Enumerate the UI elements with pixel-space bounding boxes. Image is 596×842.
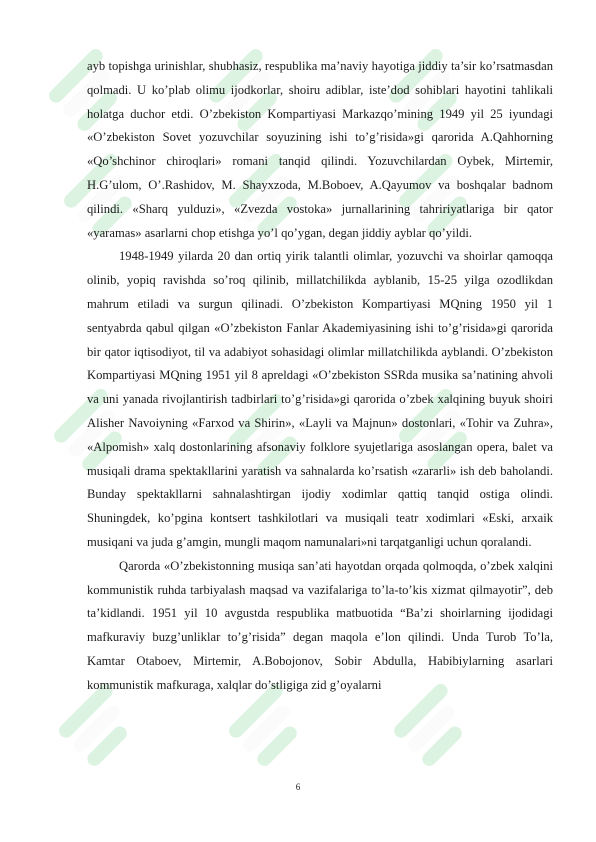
paragraph-repressions: 1948-1949 yilarda 20 dan ortiq yirik talantli olimlar, yozuvchi va shoirlar qamoqqa olinib, yopiq ravishda so’roq qilinib, millatchilikda ayblanib, 15-25 yilga ozodlikdan mahrum etiladi va surgun qilinadi. O’zbekiston Kompartiyasi MQning 1950 yil 1 sentyabrda qabul qilgan «O’zbekiston Fanlar Akademiyasining ishi to’g’risida»gi qarorida bir qator iqtisodiyot, til va adabiyot sohasidagi olimlar millatchilikda ayblandi. O’zbekiston Kompartiyasi MQning 1951 yil 8 apreldagi «O’zbekiston SSRda musika sa’natining ahvoli va uni yanada rivojlantirish tadbirlari to’g’risida»gi qarorida o’zbek xalqining buyuk shoiri Alisher Navoiyning «Farxod va Shirin», «Layli va Majnun» dostonlari, «Tohir va Zuhra», «Alpomish» xalq dostonlarining afsonaviy folklore syujetlariga asoslangan opera, balet va musiqali drama spektakllarini yaratish va sahnalarda ko’rsatish «zararli» ish deb baholandi. Bunday spektakllarni sahnalashtirgan ijodiy xodimlar qattiq tanqid ostiga olindi. Shuningdek, ko’pgina kontsert tashkilotlari va musiqali teatr xodimlari «Eski, arxaik musiqani va juda g’amgin, mungli maqom namunalari»ni tarqatganligi uchun qoralandi. bbox=[87, 249, 553, 549]
page-number: 6 bbox=[295, 782, 301, 792]
paragraph-resolution: Qarorda «O’zbekistonning musiqa san’ati hayotdan orqada qolmoqda, o’zbek xalqini kommunistik ruhda tarbiyalash maqsad va vazifalariga to’la-to’kis xizmat qilmayotir”, deb ta’kidlandi. 1951 yil 10 avgustda respublika matbuotida “Ba’zi shoirlarning ijodidagi mafkuraviy buzg’unliklar to’g’risida” degan maqola e’lon qilindi. Unda Turob To’la, Kamtar Otaboev, Mirtemir, A.Bobojonov, Sobir Abdulla, Habibiylarning asarlari kommunistik mafkuraga, xalqlar do’stligiga zid g’oyalarni bbox=[87, 558, 553, 692]
document-body bbox=[87, 55, 553, 698]
paragraph-continuation: ayb topishga urinishlar, shubhasiz, respublika ma’naviy hayotiga jiddiy ta’sir ko’rsatmasdan qolmadi. U ko’plab olimu ijodkorlar, shoiru adiblar, iste’dod sohiblari hayotini tahlikali holatga duchor etdi. O’zbekiston Kompartiyasi Markazqo’mining 1949 yil 25 iyundagi «O’zbekiston Sovet yozuvchilar soyuzining ishi to’g’risida»gi qarorida A.Qahhorning «Qo’shchinor chiroqlari» romani tanqid qilindi. Yozuvchilardan Oybek, Mirtemir, H.G’ulom, O’.Rashidov, M. Shayxzoda, M.Boboev, A.Qayumov va boshqalar badnom qilindi. «Sharq yulduzi», «Zvezda vostoka» jurnallarining tahririyatlariga bir qator «yaramas» asarlarni chop etishga yo’l qo’ygan, degan jiddiy ayblar qo’yildi. bbox=[87, 59, 553, 240]
